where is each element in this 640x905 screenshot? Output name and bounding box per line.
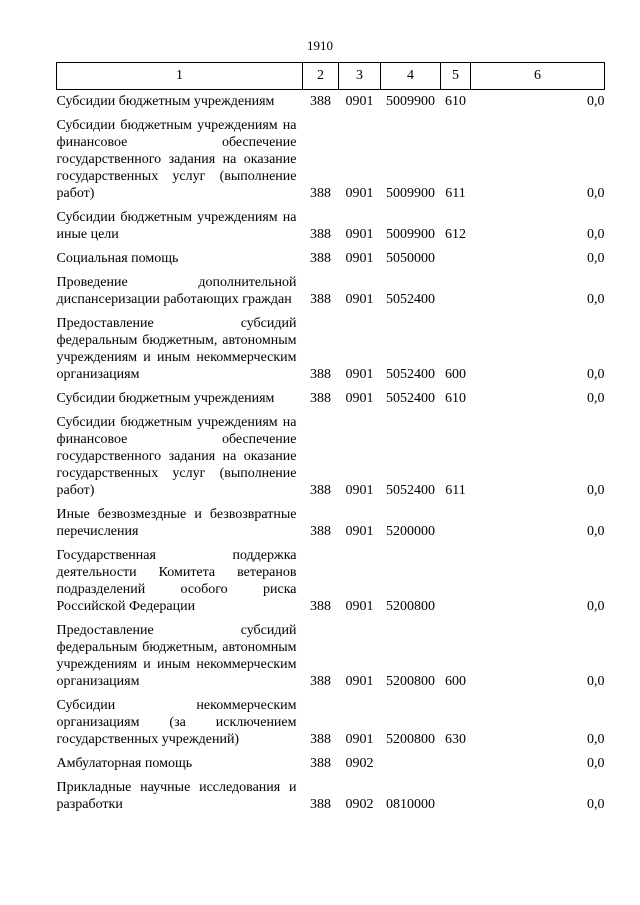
table-row <box>57 619 605 694</box>
row-expense-type: 611 <box>445 186 466 201</box>
row-name: Амбулаторная помощь <box>56 756 193 771</box>
row-article-code: 5009900 <box>386 227 435 242</box>
table-header <box>57 63 605 90</box>
row-name: Субсидии бюджетным учреждениям на финансовое обеспечение государственного задания на оказание государственных услуг (выполнение работ) <box>56 415 297 498</box>
row-expense-type <box>441 544 471 619</box>
row-ministry-code: 388 <box>310 732 331 747</box>
row-ministry-code: 388 <box>310 186 331 201</box>
row-section-code: 0901 <box>345 524 374 539</box>
table-row <box>57 247 605 271</box>
column-header-3: 3 <box>339 63 381 90</box>
row-expense-type: 611 <box>445 483 466 498</box>
row-article-code: 5009900 <box>386 94 435 109</box>
row-section-code: 0901 <box>345 367 374 382</box>
row-ministry-code: 388 <box>310 756 331 771</box>
row-ministry-code: 388 <box>310 391 331 406</box>
row-expense-type: 600 <box>445 367 466 382</box>
row-article-code: 5052400 <box>386 292 435 307</box>
row-amount: 0,0 <box>587 367 605 382</box>
row-section-code: 0901 <box>345 292 374 307</box>
row-expense-type <box>441 247 471 271</box>
table-row <box>57 206 605 247</box>
column-header-6: 6 <box>471 63 605 90</box>
table-row <box>57 387 605 411</box>
row-amount: 0,0 <box>587 251 605 266</box>
row-name: Иные безвозмездные и безвозвратные перечисления <box>56 507 297 539</box>
row-section-code: 0901 <box>345 227 374 242</box>
row-section-code: 0901 <box>345 483 374 498</box>
budget-table <box>56 62 605 817</box>
row-name: Субсидии бюджетным учреждениям <box>56 94 275 109</box>
row-ministry-code: 388 <box>310 367 331 382</box>
row-article-code: 5052400 <box>386 391 435 406</box>
row-ministry-code: 388 <box>310 251 331 266</box>
row-section-code: 0901 <box>345 186 374 201</box>
row-name: Прикладные научные исследования и разработки <box>56 780 297 812</box>
row-ministry-code: 388 <box>310 524 331 539</box>
table-row <box>57 694 605 752</box>
row-section-code: 0901 <box>345 674 374 689</box>
table-row <box>57 90 605 115</box>
row-amount: 0,0 <box>587 292 605 307</box>
row-article-code: 5200800 <box>386 599 435 614</box>
row-article-code: 5200800 <box>386 674 435 689</box>
row-article-code: 5200800 <box>386 732 435 747</box>
row-section-code: 0902 <box>345 756 374 771</box>
row-name: Социальная помощь <box>56 251 179 266</box>
row-name: Государственная поддержка деятельности Комитета ветеранов подразделений особого риска Российской Федерации <box>56 548 297 614</box>
row-ministry-code: 388 <box>310 599 331 614</box>
table-row <box>57 752 605 776</box>
table-row <box>57 411 605 503</box>
row-name: Субсидии бюджетным учреждениям на иные цели <box>56 210 297 242</box>
row-amount: 0,0 <box>587 599 605 614</box>
row-ministry-code: 388 <box>310 797 331 812</box>
table-row <box>57 312 605 387</box>
table-row <box>57 503 605 544</box>
row-amount: 0,0 <box>587 732 605 747</box>
row-article-code: 5050000 <box>386 251 435 266</box>
row-amount: 0,0 <box>587 756 605 771</box>
row-expense-type <box>441 752 471 776</box>
row-expense-type: 610 <box>445 391 466 406</box>
row-section-code: 0901 <box>345 599 374 614</box>
row-amount: 0,0 <box>587 524 605 539</box>
column-header-1: 1 <box>57 63 303 90</box>
row-name: Субсидии некоммерческим организациям (за исключением государственных учреждений) <box>56 698 297 747</box>
row-section-code: 0901 <box>345 251 374 266</box>
row-ministry-code: 388 <box>310 674 331 689</box>
row-amount: 0,0 <box>587 674 605 689</box>
row-amount: 0,0 <box>587 227 605 242</box>
row-expense-type: 630 <box>445 732 466 747</box>
row-section-code: 0901 <box>345 391 374 406</box>
row-amount: 0,0 <box>587 797 605 812</box>
row-section-code: 0901 <box>345 94 374 109</box>
page-number: 1910 <box>307 38 333 53</box>
row-article-code <box>381 752 441 776</box>
table-body <box>57 90 605 818</box>
table-row <box>57 114 605 206</box>
column-header-5: 5 <box>441 63 471 90</box>
row-ministry-code: 388 <box>310 94 331 109</box>
row-ministry-code: 388 <box>310 483 331 498</box>
row-expense-type: 600 <box>445 674 466 689</box>
row-name: Предоставление субсидий федеральным бюджетным, автономным учреждениям и иным некоммерческим организациям <box>56 316 297 382</box>
row-name: Субсидии бюджетным учреждениям <box>56 391 275 406</box>
row-name: Предоставление субсидий федеральным бюджетным, автономным учреждениям и иным некоммерческим организациям <box>56 623 297 689</box>
row-article-code: 5052400 <box>386 483 435 498</box>
table-row <box>57 544 605 619</box>
row-ministry-code: 388 <box>310 227 331 242</box>
row-expense-type <box>441 776 471 817</box>
header-row <box>57 63 605 90</box>
row-name: Проведение дополнительной диспансеризации работающих граждан <box>56 275 297 307</box>
row-expense-type: 612 <box>445 227 466 242</box>
row-expense-type <box>441 503 471 544</box>
row-amount: 0,0 <box>587 391 605 406</box>
row-expense-type <box>441 271 471 312</box>
table-row <box>57 271 605 312</box>
row-section-code: 0902 <box>345 797 374 812</box>
row-amount: 0,0 <box>587 94 605 109</box>
row-expense-type: 610 <box>445 94 466 109</box>
row-article-code: 5009900 <box>386 186 435 201</box>
table-row <box>57 776 605 817</box>
row-ministry-code: 388 <box>310 292 331 307</box>
row-article-code: 0810000 <box>386 797 435 812</box>
row-amount: 0,0 <box>587 186 605 201</box>
column-header-2: 2 <box>303 63 339 90</box>
row-section-code: 0901 <box>345 732 374 747</box>
row-amount: 0,0 <box>587 483 605 498</box>
row-article-code: 5200000 <box>386 524 435 539</box>
row-name: Субсидии бюджетным учреждениям на финансовое обеспечение государственного задания на оказание государственных услуг (выполнение работ) <box>56 118 297 201</box>
column-header-4: 4 <box>381 63 441 90</box>
row-article-code: 5052400 <box>386 367 435 382</box>
